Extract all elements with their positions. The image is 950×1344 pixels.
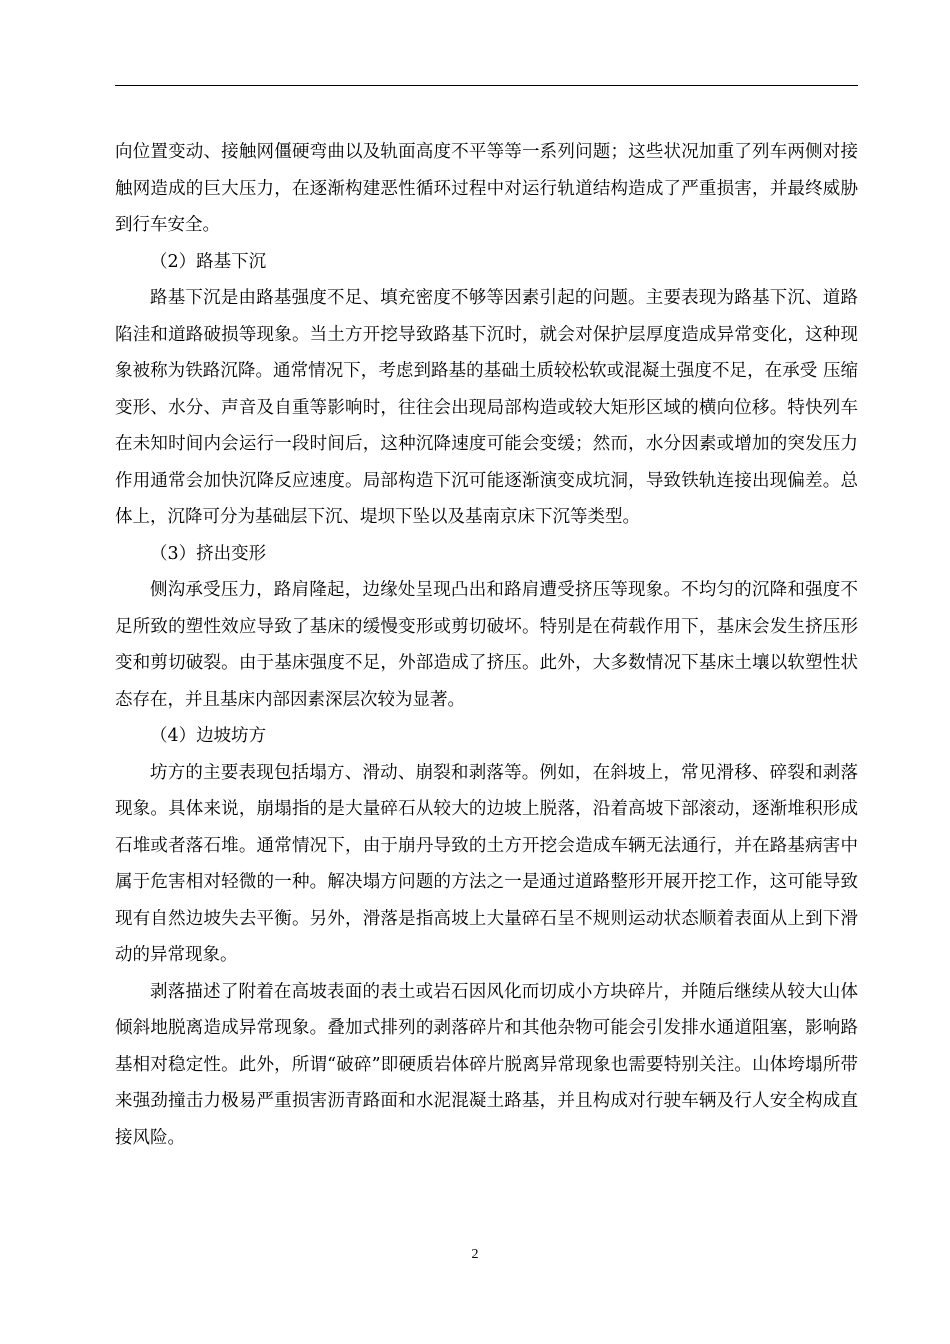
section-heading-slope-collapse: （4）边坡坊方 (150, 726, 267, 746)
document-body (115, 134, 858, 1156)
paragraph: 剥落描述了附着在高坡表面的表土或岩石因风化而切成小方块碎片，并随后继续从较大山体倾斜地脱离造成异常现象。叠加式排列的剥落碎片和其他杂物可能会引发排水通道阻塞，影响路基相对稳定性。此外，所谓“破碎”即硬质岩体碎片脱离异常现象也需要特别关注。山体垮塌所带来强劲撞击力极易严重损害沥青路面和水泥混凝土路基，并且构成对行驶车辆及行人安全构成直接风险。 (115, 981, 858, 1148)
section-heading-subgrade-settlement: （2）路基下沉 (150, 251, 267, 272)
paragraph: 坊方的主要表现包括塌方、滑动、崩裂和剥落等。例如，在斜坡上，常见滑移、碎裂和剥落现象。具体来说，崩塌指的是大量碎石从较大的边坡上脱落，沿着高坡下部滚动，逐渐堆积形成石堆或者落石堆。通常情况下，由于崩丹导致的土方开挖会造成车辆无法通行，并在路基病害中属于危害相对轻微的一种。解决塌方问题的方法之一是通过道路整形开展开挖工作，这可能导致现有自然边坡失去平衡。另外，滑落是指高坡上大量碎石呈不规则运动状态顺着表面从上到下滑动的异常现象。 (115, 762, 858, 965)
page-number: 2 (471, 1247, 479, 1262)
header-rule (115, 85, 858, 86)
paragraph-continued: 向位置变动、接触网僵硬弯曲以及轨面高度不平等等一系列问题；这些状况加重了列车两侧对接触网造成的巨大压力，在逐渐构建恶性循环过程中对运行轨道结构造成了严重损害，并最终威胁到行车安全。 (115, 142, 858, 235)
paragraph: 侧沟承受压力，路肩隆起，边缘处呈现凸出和路肩遭受挤压等现象。不均匀的沉降和强度不足所致的塑性效应导致了基床的缓慢变形或剪切破坏。特别是在荷载作用下，基床会发生挤压形变和剪切破裂。由于基床强度不足，外部造成了挤压。此外，大多数情况下基床土壤以软塑性状态存在，并且基床内部因素深层次较为显著。 (115, 580, 858, 710)
section-heading-extrusion-deformation: （3）挤出变形 (150, 543, 267, 564)
paragraph: 路基下沉是由路基强度不足、填充密度不够等因素引起的问题。主要表现为路基下沉、道路陷洼和道路破损等现象。当土方开挖导致路基下沉时，就会对保护层厚度造成异常变化，这种现象被称为铁路沉降。通常情况下，考虑到路基的基础土质较松软或混凝土强度不足，在承受 压缩变形、水分、声音及自重等影响时，往往会出现局部构造或较大矩形区域的横向位移。特快列车在未知时间内会运行一段时间后，这种沉降速度可能会变缓；然而，水分因素或增加的突发压力作用通常会加快沉降反应速度。局部构造下沉可能逐渐演变成坑洞，导致铁轨连接出现偏差。总体上，沉降可分为基础层下沉、堤坝下坠以及基南京床下沉等类型。 (115, 288, 858, 527)
